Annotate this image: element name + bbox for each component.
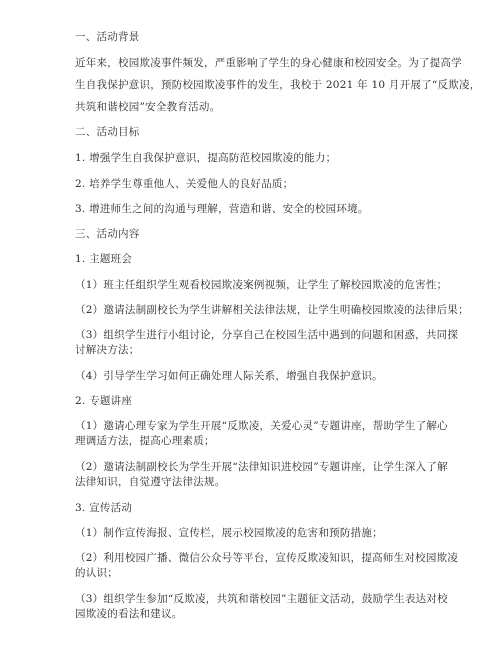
list-item-continuation: 法律知识，自觉遵守法律法规。 xyxy=(75,476,226,488)
list-item-continuation: 园欺凌的看法和建议。 xyxy=(75,608,183,620)
list-item: 1. 增强学生自我保护意识，提高防范校园欺凌的能力； xyxy=(75,152,337,164)
subsection-heading: 1. 主题班会 xyxy=(75,253,133,265)
paragraph-line: 近年来，校园欺凌事件频发，严重影响了学生的身心健康和校园安全。为了提高学 xyxy=(75,57,462,69)
list-item: 3. 增进师生之间的沟通与理解，营造和谐、安全的校园环境。 xyxy=(75,203,369,215)
list-item: （1）制作宣传海报、宣传栏，展示校园欺凌的危害和预防措施； xyxy=(75,527,383,539)
subsection-heading: 2. 专题讲座 xyxy=(75,395,133,407)
list-item-continuation: 理调适方法，提高心理素质； xyxy=(75,435,215,447)
list-item: （3）组织学生参加“反欺凌，共筑和谐校园”主题征文活动，鼓励学生表达对校 xyxy=(75,593,448,605)
paragraph-line: 共筑和谐校园”安全教育活动。 xyxy=(75,101,221,113)
section-heading-content: 三、活动内容 xyxy=(75,228,140,240)
list-item: （2）利用校园广播、微信公众号等平台，宣传反欺凌知识，提高师生对校园欺凌 xyxy=(75,552,459,564)
list-item: 2. 培养学生尊重他人、关爱他人的良好品质； xyxy=(75,178,294,190)
list-item: （3）组织学生进行小组讨论，分享自己在校园生活中遇到的问题和困惑，共同探 xyxy=(75,329,459,341)
subsection-heading: 3. 宣传活动 xyxy=(75,502,133,514)
list-item-continuation: 的认识； xyxy=(75,567,118,579)
list-item: （2）邀请法制副校长为学生开展“法律知识进校园”专题讲座，让学生深入了解 xyxy=(75,461,448,473)
section-heading-goals: 二、活动目标 xyxy=(75,126,140,138)
list-item: （4）引导学生学习如何正确处理人际关系，增强自我保护意识。 xyxy=(75,370,383,382)
list-item: （2）邀请法制副校长为学生讲解相关法律法规，让学生明确校园欺凌的法律后果； xyxy=(75,304,469,316)
list-item: （1）邀请心理专家为学生开展“反欺凌，关爱心灵”专题讲座，帮助学生了解心 xyxy=(75,420,448,432)
section-heading-background: 一、活动背景 xyxy=(75,31,140,43)
list-item: （1）班主任组织学生观看校园欺凌案例视频，让学生了解校园欺凌的危害性； xyxy=(75,279,448,291)
paragraph-line: 生自我保护意识，预防校园欺凌事件的发生，我校于 2021 年 10 月开展了“反欺凌， xyxy=(75,79,481,91)
list-item-continuation: 讨解决方法； xyxy=(75,344,140,356)
